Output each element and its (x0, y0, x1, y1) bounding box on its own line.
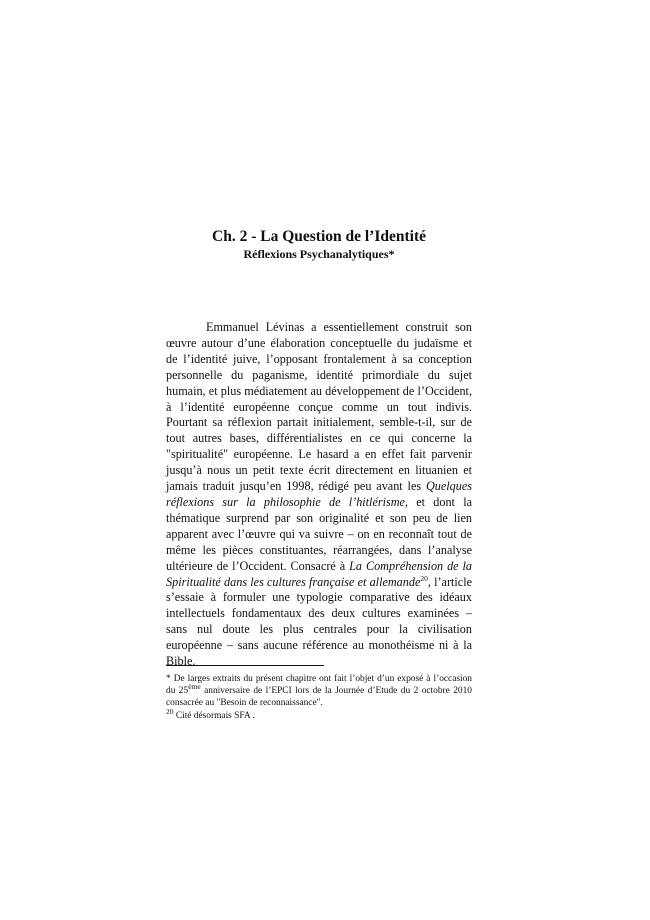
footnote-superscript: ème (188, 682, 201, 692)
cited-work-spiritualite: La Compréhension de la Spiritualité dans les cultures française et allemande (166, 558, 472, 589)
body-paragraph (166, 320, 472, 670)
footnote-20 (166, 706, 472, 722)
cited-work-hitlerisme: Quelques réflexions sur la philosophie de l’hitlérisme (166, 479, 472, 509)
footnote-star-text: * De larges extraits du présent chapitre ont fait l’objet d’un exposé à l’occasion du 25 (166, 674, 472, 697)
chapter-subtitle: Réflexions Psychanalytiques* (243, 247, 395, 261)
body-segment: Emmanuel Lévinas a essentiellement construit son œuvre autour d’une élaboration conceptuelle du judaïsme et de l’identité juive, l’opposant frontalement à sa conception personnelle du paganisme, identité primordiale du sujet humain, et plus médiatement au développement de l’Occident, à l’identité européenne conçue comme un tout indivis. Pourtant sa réflexion partait initialement, semble-t-il, sur de tout autres bases, différentialistes en ce qui concerne la "spiritualité" européenne. Le hasard a en effet fait parvenir jusqu’à nous un petit texte écrit directement en lituanien et jamais traduit jusqu’en 1998, rédigé peu avant les (166, 320, 472, 494)
body-segment: , et dont la thématique surprend par son originalité et son peu de lien apparent avec l’œuvre qui va suivre – on en reconnaît tout de même les pièces constituantes, réarrangées, dans l’analyse ultérieure de l’Occident. Consacré à (166, 494, 472, 573)
footnote-star-text: anniversaire de l’EPCI lors de la Journée d’Etude du 2 octobre 2010 consacrée au "Besoin de reconnaissance". (166, 686, 472, 709)
chapter-title: Ch. 2 - La Question de l’Identité (212, 228, 426, 245)
body-text (166, 320, 472, 670)
footnote-star (166, 673, 472, 710)
body-segment: , l’article s’essaie à formuler une typologie comparative des idéaux intellectuels fondamentaux des deux cultures examinées – sans nul doute les plus centrales pour la civilisation européenne – sans aucune référence au monothéisme ni à la Bible. (166, 574, 472, 669)
footnote-reference: 20 (420, 573, 428, 583)
footnotes (166, 673, 472, 722)
footnote-number: 20 (166, 706, 174, 716)
footnote-20-text: Cité désormais SFA . (173, 710, 255, 721)
footnote-separator (166, 665, 324, 666)
